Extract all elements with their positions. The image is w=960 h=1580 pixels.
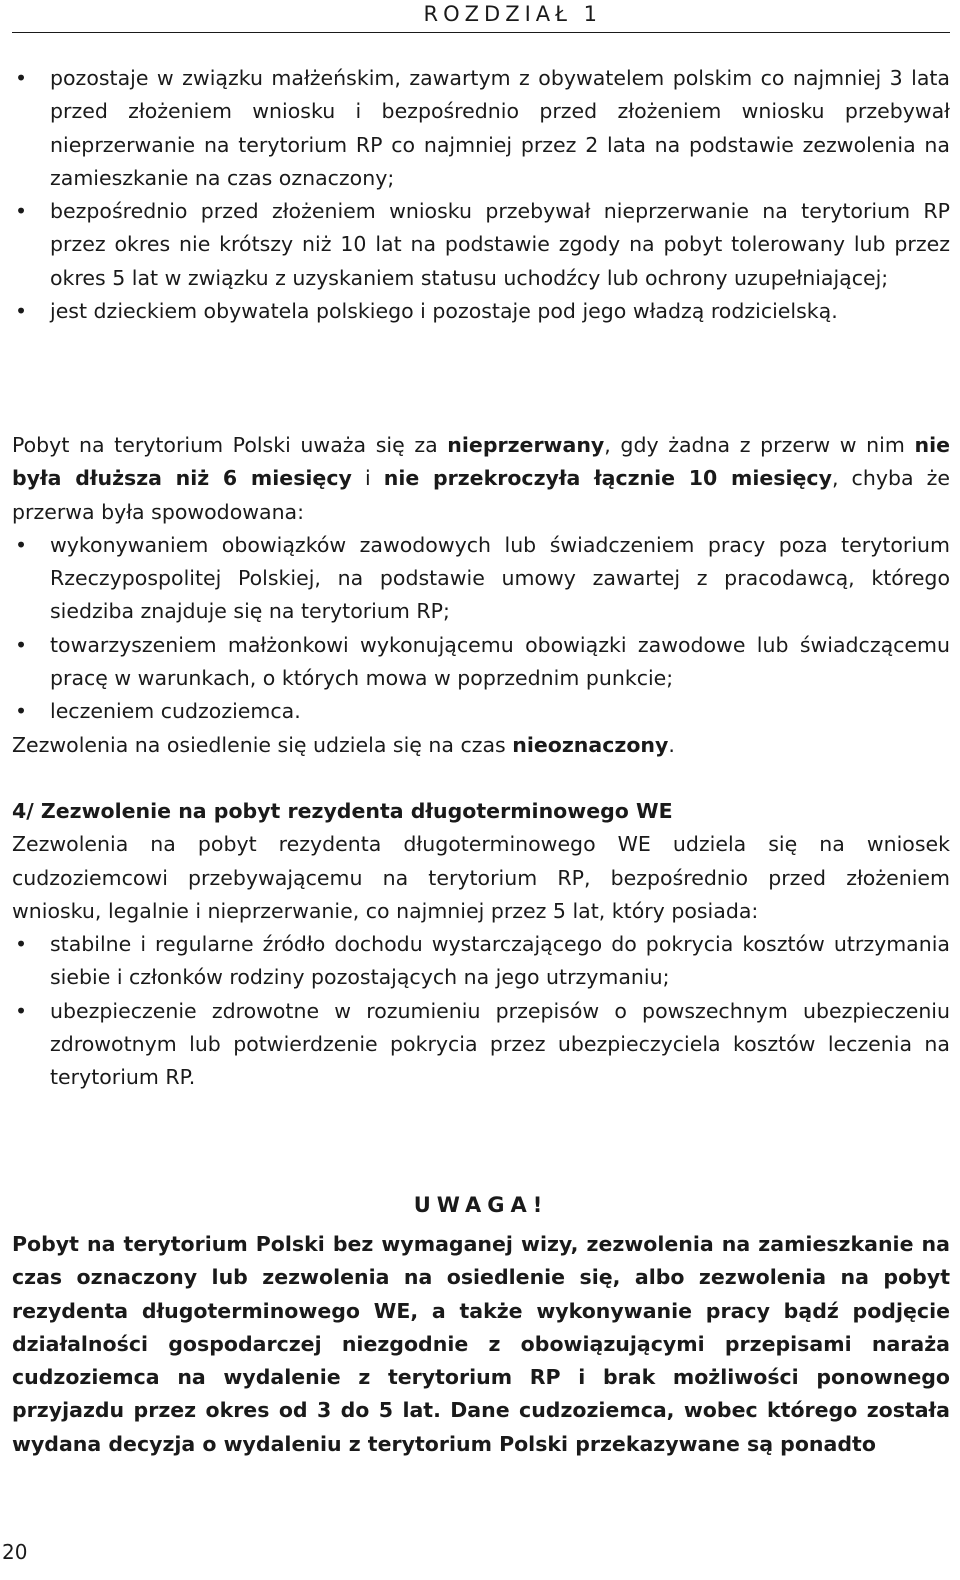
bullet-list-requirements [12, 928, 950, 1094]
text-span: , chyba że przerwa była spowodowana: [12, 466, 950, 524]
list-item: • pozostaje w związku małżeńskim, zawartym z obywatelem polskim co najmniej 3 lata przed złożeniem wniosku i bezpośrednio przed złożeniem wniosku przebywał nieprzerwanie na terytorium RP co najmniej przez 2 lata na podstawie zezwolenia na zamieszkanie na czas oznaczony; [12, 62, 950, 195]
list-item: • jest dzieckiem obywatela polskiego i pozostaje pod jego władzą rodzicielską. [12, 295, 950, 328]
page-number: 20 [2, 1540, 28, 1564]
bold-term: nie przekroczyła łącznie 10 miesięcy [383, 466, 832, 491]
closing-paragraph [12, 729, 950, 762]
list-item: • wykonywaniem obowiązków zawodowych lub świadczeniem pracy poza terytorium Rzeczypospolitej Polskiej, na podstawie umowy zawartej z pracodawcą, którego siedziba znajduje się na terytorium RP; [12, 529, 950, 629]
header-rule [12, 32, 950, 33]
text-span: . [668, 732, 675, 757]
list-item: • leczeniem cudzoziemca. [12, 695, 950, 728]
text-span: Pobyt na terytorium Polski uważa się za [12, 433, 448, 457]
bold-term: nieoznaczony [512, 732, 669, 757]
list-item: • stabilne i regularne źródło dochodu wystarczającego do pokrycia kosztów utrzymania siebie i członków rodziny pozostających na jego utrzymaniu; [12, 928, 950, 995]
list-item: • bezpośrednio przed złożeniem wniosku przebywał nieprzerwanie na terytorium RP przez okres nie krótszy niż 10 lat na podstawie zgody na pobyt tolerowany lub przez okres 5 lat w związku z uzyskaniem statusu uchodźcy lub ochrony uzupełniającej; [12, 195, 950, 295]
chapter-header: ROZDZIAŁ 1 [423, 2, 602, 26]
continuity-paragraph [12, 429, 950, 529]
list-item: • towarzyszeniem małżonkowi wykonującemu obowiązki zawodowe lub świadczącemu pracę w warunkach, o których mowa w poprzednim punkcie; [12, 629, 950, 696]
heading-text: 4/ Zezwolenie na pobyt rezydenta długoterminowego WE [12, 799, 673, 823]
list-item: • ubezpieczenie zdrowotne w rozumieniu przepisów o powszechnym ubezpieczeniu zdrowotnym lub potwierdzenie pokrycia przez ubezpieczyciela kosztów leczenia na terytorium RP. [12, 995, 950, 1095]
text-span: , gdy żadna z przerw w nim [604, 433, 915, 457]
section-1 [12, 62, 950, 328]
text-span: i [351, 466, 384, 491]
bullet-list-exceptions [12, 529, 950, 729]
warning-body: Pobyt na terytorium Polski bez wymaganej wizy, zezwolenia na zamieszkanie na czas oznaczony lub zezwolenia na osiedlenie się, albo zezwolenia na pobyt rezydenta długoterminowego WE, a także wykonywanie pracy bądź podjęcie działalności gospodarczej niezgodnie z obowiązującymi przepisami naraża cudzoziemca na wydalenie z terytorium RP i brak możliwości ponownego przyjazdu przez okres od 3 do 5 lat. Dane cudzoziemca, wobec którego została wydana decyzja o wydaleniu z terytorium Polski przekazywane są ponadto [12, 1232, 950, 1456]
section-2 [12, 429, 950, 762]
bold-term: nie była dłuższa niż 6 miesięcy [12, 433, 950, 491]
section-3 [12, 795, 950, 1095]
bold-term: nieprzerwany [447, 433, 605, 457]
bullet-list-conditions [12, 62, 950, 328]
text-span: Zezwolenia na osiedlenie się udziela się na czas [12, 732, 513, 757]
section-heading [12, 795, 950, 828]
warning-heading: UWAGA! [413, 1193, 549, 1217]
section-intro: Zezwolenia na pobyt rezydenta długoterminowego WE udziela się na wniosek cudzoziemcowi przebywającemu na terytorium RP, bezpośrednio przed złożeniem wniosku, legalnie i nieprzerwanie, co najmniej przez 5 lat, który posiada: [12, 832, 950, 923]
